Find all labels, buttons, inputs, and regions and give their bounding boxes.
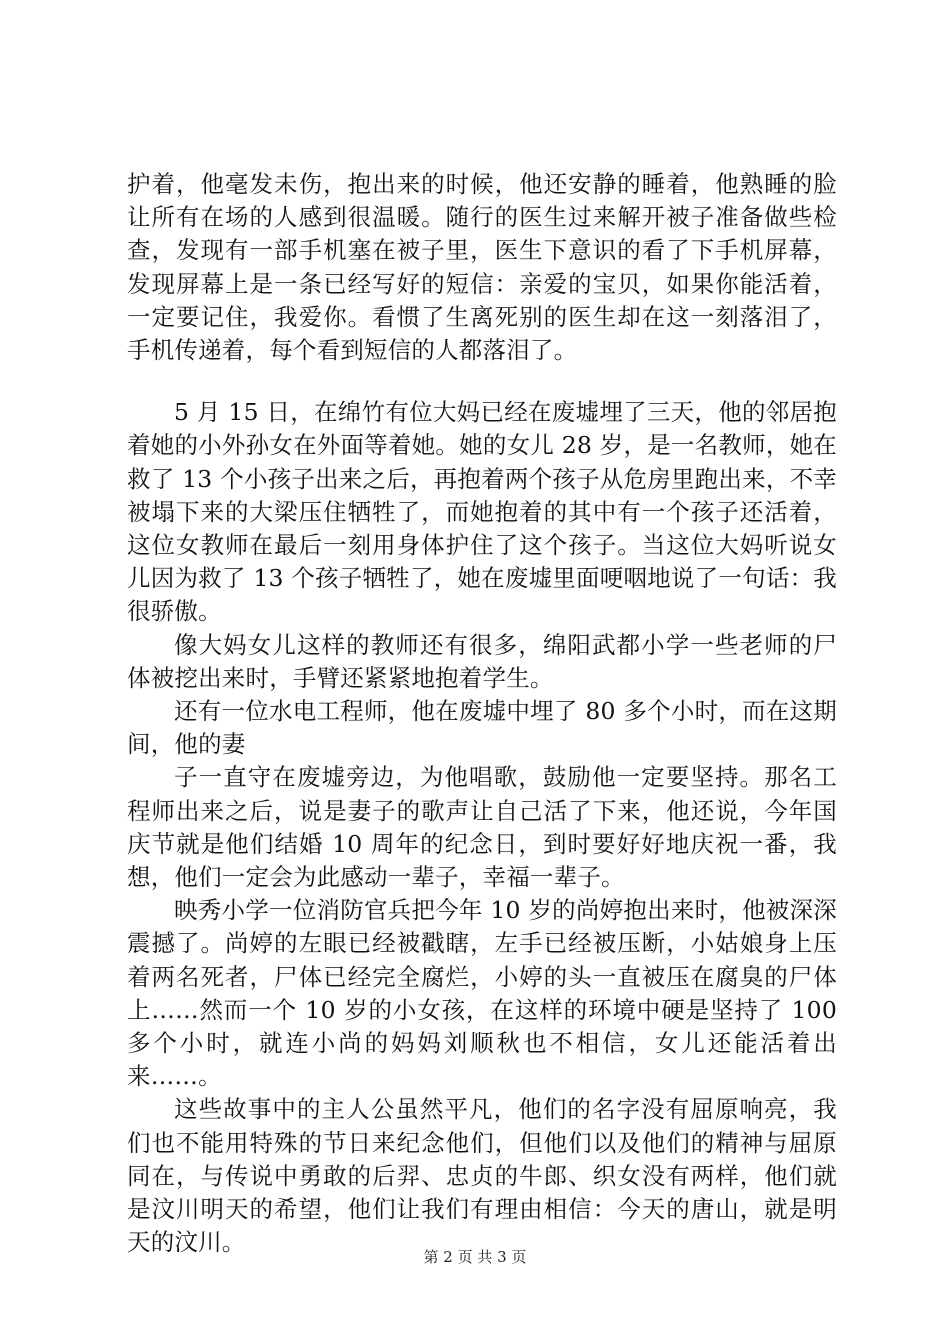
paragraph-rescued-infant: 护着，他毫发未伤，抱出来的时候，他还安静的睡着，他熟睡的脸让所有在场的人感到很温暖。随行的医生过来解开被子准备做些检查，发现有一部手机塞在被子里，医生下意识的看了下手机屏幕，发现屏幕上是一条已经写好的短信：亲爱的宝贝，如果你能活着，一定要记住，我爱你。看惯了生离死别的医生却在这一刻落泪了，手机传递着，每个看到短信的人都落泪了。 [127,170,837,365]
paragraph-engineer: 还有一位水电工程师，他在废墟中埋了 80 多个小时，而在这期间，他的妻 [127,697,837,759]
paragraph-shangting: 映秀小学一位消防官兵把今年 10 岁的尚婷抱出来时，他被深深震撼了。尚婷的左眼已经被戳瞎，左手已经被压断，小姑娘身上压着两名死者，尸体已经完全腐烂，小婷的头一直被压在腐臭的尸体上……然而一个 10 岁的小女孩，在这样的环境中硬是坚持了 100 多个小时，就连小尚的妈妈刘顺秋也不相信，女儿还能活着出来……。 [127,896,837,1091]
page-number-footer: 第 2 页 共 3 页 [423,1248,527,1266]
paragraph-teachers: 像大妈女儿这样的教师还有很多，绵阳武都小学一些老师的尸体被挖出来时，手臂还紧紧地抱着学生。 [127,630,837,692]
paragraph-conclusion: 这些故事中的主人公虽然平凡，他们的名字没有屈原响亮，我们也不能用特殊的节日来纪念他们，但他们以及他们的精神与屈原同在，与传说中勇敢的后羿、忠贞的牛郎、织女没有两样，他们就是汶川明天的希望，他们让我们有理由相信：今天的唐山，就是明天的汶川。 [127,1095,837,1257]
document-body [127,168,837,1260]
paragraph-gap [127,367,837,396]
paragraph-engineer-wife: 子一直守在废墟旁边，为他唱歌，鼓励他一定要坚持。那名工程师出来之后，说是妻子的歌声让自己活了下来，他还说，今年国庆节就是他们结婚 10 周年的纪念日，到时要好好地庆祝一番，我想，他们一定会为此感动一辈子，幸福一辈子。 [127,763,837,892]
paragraph-mianzhu-teacher: 5 月 15 日，在绵竹有位大妈已经在废墟埋了三天，他的邻居抱着她的小外孙女在外面等着她。她的女儿 28 岁，是一名教师，她在救了 13 个小孩子出来之后，再抱着两个孩子从危房里跑出来，不幸被塌下来的大梁压住牺牲了，而她抱着的其中有一个孩子还活着，这位女教师在最后一刻用身体护住了这个孩子。当这位大妈听说女儿因为救了 13 个孩子牺牲了，她在废墟里面哽咽地说了一句话：我很骄傲。 [127,398,837,626]
